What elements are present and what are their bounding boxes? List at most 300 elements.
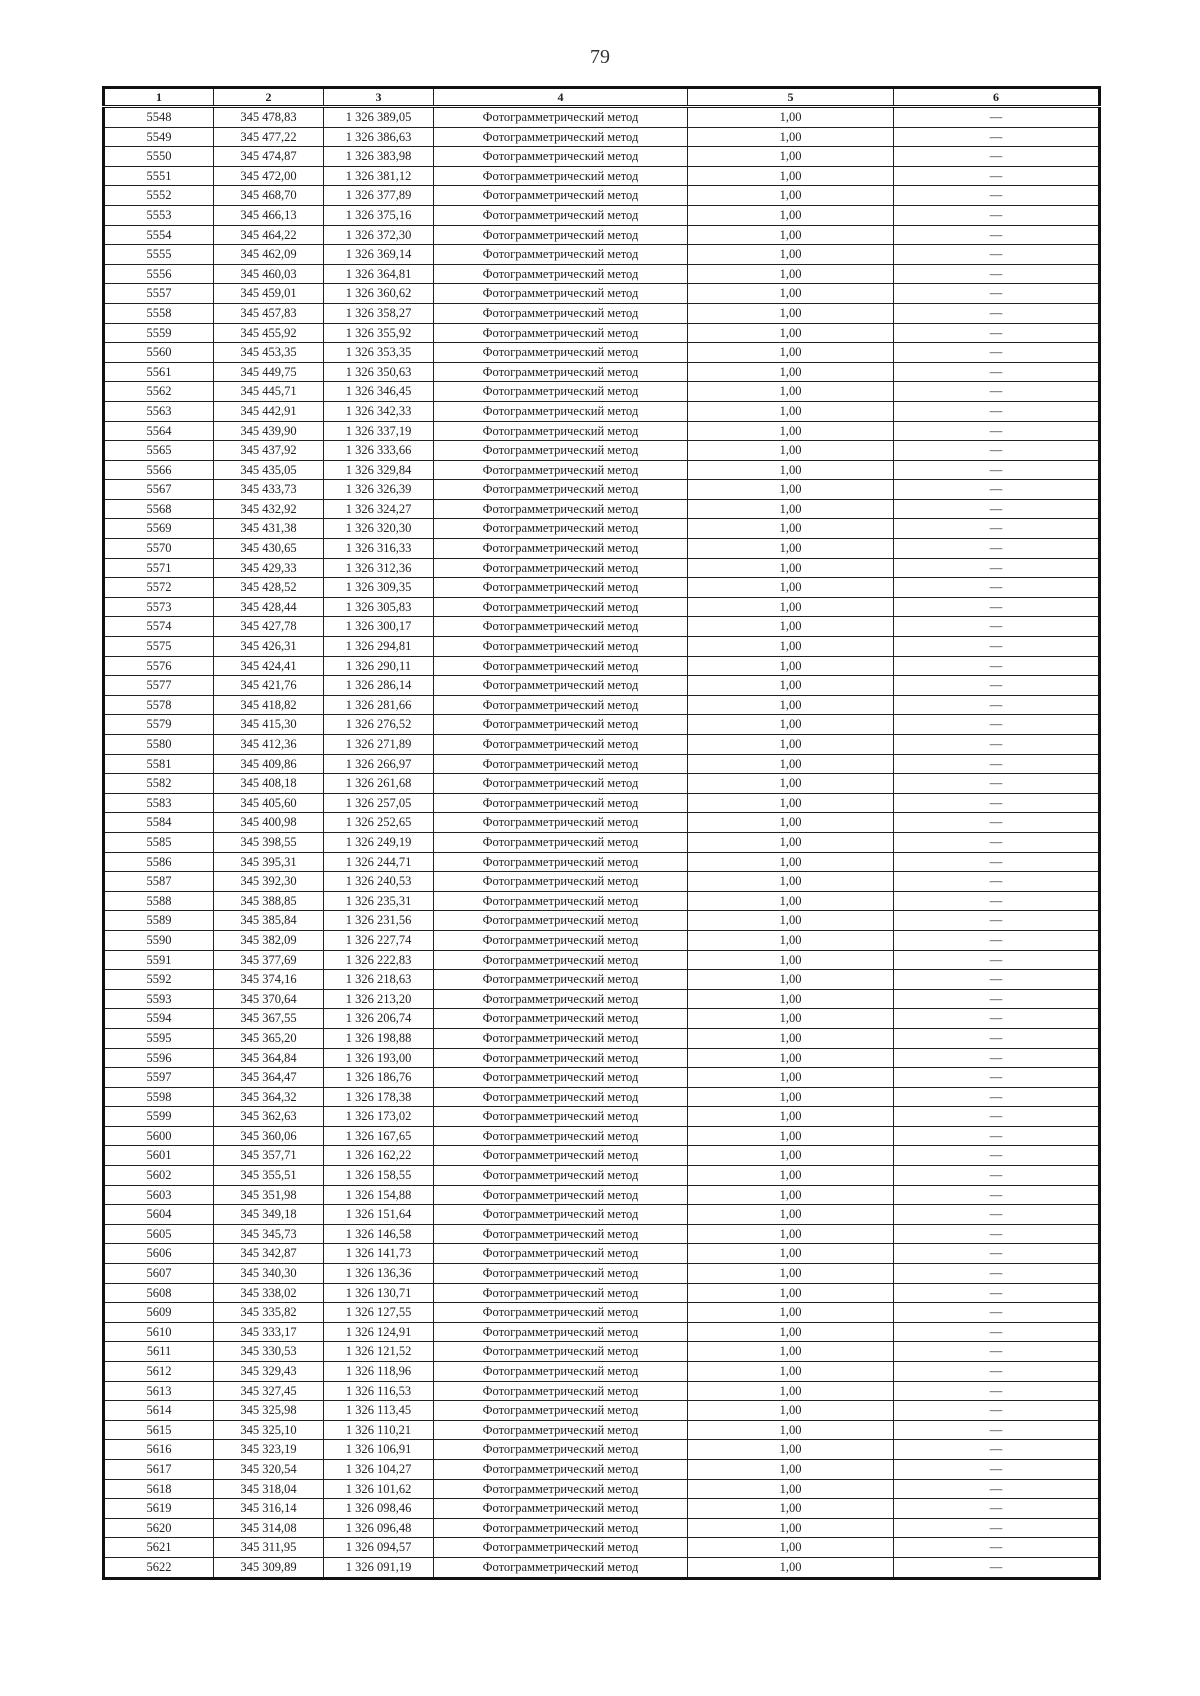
point-number-cell: 5548 <box>104 107 214 128</box>
description-cell: — <box>894 1479 1100 1499</box>
method-cell: Фотограмметрический метод <box>434 264 688 284</box>
table-row <box>104 1264 1100 1284</box>
precision-cell: 1,00 <box>688 1244 894 1264</box>
y-coordinate-cell: 1 326 309,35 <box>324 578 434 598</box>
method-cell: Фотограмметрический метод <box>434 1499 688 1519</box>
description-cell: — <box>894 401 1100 421</box>
x-coordinate-cell: 345 415,30 <box>214 715 324 735</box>
precision-cell: 1,00 <box>688 499 894 519</box>
method-cell: Фотограмметрический метод <box>434 1557 688 1578</box>
description-cell: — <box>894 382 1100 402</box>
point-number-cell: 5583 <box>104 793 214 813</box>
method-cell: Фотограмметрический метод <box>434 1440 688 1460</box>
x-coordinate-cell: 345 392,30 <box>214 872 324 892</box>
table-row <box>104 441 1100 461</box>
description-cell: — <box>894 1048 1100 1068</box>
table-row <box>104 186 1100 206</box>
point-number-cell: 5588 <box>104 891 214 911</box>
y-coordinate-cell: 1 326 091,19 <box>324 1557 434 1578</box>
header-col-6: 6 <box>894 88 1100 107</box>
x-coordinate-cell: 345 362,63 <box>214 1107 324 1127</box>
point-number-cell: 5565 <box>104 441 214 461</box>
point-number-cell: 5552 <box>104 186 214 206</box>
precision-cell: 1,00 <box>688 1518 894 1538</box>
y-coordinate-cell: 1 326 358,27 <box>324 303 434 323</box>
y-coordinate-cell: 1 326 386,63 <box>324 127 434 147</box>
description-cell: — <box>894 735 1100 755</box>
point-number-cell: 5550 <box>104 147 214 167</box>
y-coordinate-cell: 1 326 286,14 <box>324 676 434 696</box>
x-coordinate-cell: 345 330,53 <box>214 1342 324 1362</box>
point-number-cell: 5598 <box>104 1087 214 1107</box>
x-coordinate-cell: 345 400,98 <box>214 813 324 833</box>
table-row <box>104 1224 1100 1244</box>
description-cell: — <box>894 1283 1100 1303</box>
method-cell: Фотограмметрический метод <box>434 1381 688 1401</box>
table-row <box>104 1107 1100 1127</box>
header-col-4: 4 <box>434 88 688 107</box>
table-row <box>104 127 1100 147</box>
table-row <box>104 147 1100 167</box>
header-col-5: 5 <box>688 88 894 107</box>
method-cell: Фотограмметрический метод <box>434 558 688 578</box>
precision-cell: 1,00 <box>688 1420 894 1440</box>
table-row <box>104 1322 1100 1342</box>
y-coordinate-cell: 1 326 110,21 <box>324 1420 434 1440</box>
point-number-cell: 5597 <box>104 1068 214 1088</box>
x-coordinate-cell: 345 355,51 <box>214 1166 324 1186</box>
method-cell: Фотограмметрический метод <box>434 1009 688 1029</box>
point-number-cell: 5575 <box>104 637 214 657</box>
table-row <box>104 872 1100 892</box>
y-coordinate-cell: 1 326 350,63 <box>324 362 434 382</box>
x-coordinate-cell: 345 432,92 <box>214 499 324 519</box>
point-number-cell: 5569 <box>104 519 214 539</box>
table-row <box>104 1244 1100 1264</box>
precision-cell: 1,00 <box>688 1459 894 1479</box>
description-cell: — <box>894 1185 1100 1205</box>
table-row <box>104 264 1100 284</box>
method-cell: Фотограмметрический метод <box>434 852 688 872</box>
y-coordinate-cell: 1 326 375,16 <box>324 205 434 225</box>
table-row <box>104 774 1100 794</box>
y-coordinate-cell: 1 326 377,89 <box>324 186 434 206</box>
description-cell: — <box>894 539 1100 559</box>
method-cell: Фотограмметрический метод <box>434 362 688 382</box>
method-cell: Фотограмметрический метод <box>434 1420 688 1440</box>
point-number-cell: 5619 <box>104 1499 214 1519</box>
method-cell: Фотограмметрический метод <box>434 1205 688 1225</box>
table-row <box>104 735 1100 755</box>
method-cell: Фотограмметрический метод <box>434 1048 688 1068</box>
y-coordinate-cell: 1 326 186,76 <box>324 1068 434 1088</box>
x-coordinate-cell: 345 338,02 <box>214 1283 324 1303</box>
y-coordinate-cell: 1 326 213,20 <box>324 989 434 1009</box>
x-coordinate-cell: 345 320,54 <box>214 1459 324 1479</box>
method-cell: Фотограмметрический метод <box>434 539 688 559</box>
x-coordinate-cell: 345 333,17 <box>214 1322 324 1342</box>
table-row <box>104 911 1100 931</box>
method-cell: Фотограмметрический метод <box>434 343 688 363</box>
description-cell: — <box>894 852 1100 872</box>
precision-cell: 1,00 <box>688 1557 894 1578</box>
table-row <box>104 1126 1100 1146</box>
table-row <box>104 989 1100 1009</box>
x-coordinate-cell: 345 364,47 <box>214 1068 324 1088</box>
y-coordinate-cell: 1 326 098,46 <box>324 1499 434 1519</box>
description-cell: — <box>894 793 1100 813</box>
method-cell: Фотограмметрический метод <box>434 186 688 206</box>
x-coordinate-cell: 345 442,91 <box>214 401 324 421</box>
method-cell: Фотограмметрический метод <box>434 166 688 186</box>
description-cell: — <box>894 499 1100 519</box>
header-row <box>104 88 1100 107</box>
precision-cell: 1,00 <box>688 832 894 852</box>
point-number-cell: 5608 <box>104 1283 214 1303</box>
table-row <box>104 1303 1100 1323</box>
method-cell: Фотограмметрический метод <box>434 578 688 598</box>
y-coordinate-cell: 1 326 372,30 <box>324 225 434 245</box>
point-number-cell: 5599 <box>104 1107 214 1127</box>
table-row <box>104 303 1100 323</box>
description-cell: — <box>894 1381 1100 1401</box>
precision-cell: 1,00 <box>688 401 894 421</box>
description-cell: — <box>894 1087 1100 1107</box>
method-cell: Фотограмметрический метод <box>434 1342 688 1362</box>
method-cell: Фотограмметрический метод <box>434 1068 688 1088</box>
table-row <box>104 460 1100 480</box>
table-row <box>104 1518 1100 1538</box>
point-number-cell: 5562 <box>104 382 214 402</box>
precision-cell: 1,00 <box>688 147 894 167</box>
method-cell: Фотограмметрический метод <box>434 735 688 755</box>
y-coordinate-cell: 1 326 235,31 <box>324 891 434 911</box>
point-number-cell: 5560 <box>104 343 214 363</box>
point-number-cell: 5591 <box>104 950 214 970</box>
point-number-cell: 5577 <box>104 676 214 696</box>
y-coordinate-cell: 1 326 136,36 <box>324 1264 434 1284</box>
coordinates-table <box>102 86 1101 1580</box>
point-number-cell: 5566 <box>104 460 214 480</box>
point-number-cell: 5571 <box>104 558 214 578</box>
table-row <box>104 813 1100 833</box>
table-row <box>104 950 1100 970</box>
description-cell: — <box>894 578 1100 598</box>
x-coordinate-cell: 345 318,04 <box>214 1479 324 1499</box>
description-cell: — <box>894 264 1100 284</box>
x-coordinate-cell: 345 327,45 <box>214 1381 324 1401</box>
point-number-cell: 5582 <box>104 774 214 794</box>
precision-cell: 1,00 <box>688 186 894 206</box>
description-cell: — <box>894 637 1100 657</box>
precision-cell: 1,00 <box>688 1087 894 1107</box>
point-number-cell: 5589 <box>104 911 214 931</box>
x-coordinate-cell: 345 377,69 <box>214 950 324 970</box>
x-coordinate-cell: 345 430,65 <box>214 539 324 559</box>
x-coordinate-cell: 345 429,33 <box>214 558 324 578</box>
method-cell: Фотограмметрический метод <box>434 441 688 461</box>
description-cell: — <box>894 1303 1100 1323</box>
table-row <box>104 1538 1100 1558</box>
y-coordinate-cell: 1 326 127,55 <box>324 1303 434 1323</box>
y-coordinate-cell: 1 326 113,45 <box>324 1401 434 1421</box>
table-row <box>104 343 1100 363</box>
table-row <box>104 578 1100 598</box>
table-row <box>104 107 1100 128</box>
y-coordinate-cell: 1 326 158,55 <box>324 1166 434 1186</box>
table-row <box>104 832 1100 852</box>
y-coordinate-cell: 1 326 369,14 <box>324 245 434 265</box>
method-cell: Фотограмметрический метод <box>434 499 688 519</box>
method-cell: Фотограмметрический метод <box>434 617 688 637</box>
precision-cell: 1,00 <box>688 695 894 715</box>
description-cell: — <box>894 754 1100 774</box>
table-body <box>104 107 1100 1579</box>
precision-cell: 1,00 <box>688 989 894 1009</box>
header-col-2: 2 <box>214 88 324 107</box>
y-coordinate-cell: 1 326 290,11 <box>324 656 434 676</box>
method-cell: Фотограмметрический метод <box>434 147 688 167</box>
header-col-1: 1 <box>104 88 214 107</box>
precision-cell: 1,00 <box>688 1185 894 1205</box>
method-cell: Фотограмметрический метод <box>434 1224 688 1244</box>
method-cell: Фотограмметрический метод <box>434 656 688 676</box>
point-number-cell: 5559 <box>104 323 214 343</box>
x-coordinate-cell: 345 462,09 <box>214 245 324 265</box>
description-cell: — <box>894 813 1100 833</box>
x-coordinate-cell: 345 472,00 <box>214 166 324 186</box>
description-cell: — <box>894 774 1100 794</box>
point-number-cell: 5553 <box>104 205 214 225</box>
precision-cell: 1,00 <box>688 1107 894 1127</box>
precision-cell: 1,00 <box>688 578 894 598</box>
point-number-cell: 5579 <box>104 715 214 735</box>
y-coordinate-cell: 1 326 240,53 <box>324 872 434 892</box>
precision-cell: 1,00 <box>688 1401 894 1421</box>
method-cell: Фотограмметрический метод <box>434 950 688 970</box>
y-coordinate-cell: 1 326 231,56 <box>324 911 434 931</box>
precision-cell: 1,00 <box>688 970 894 990</box>
table-row <box>104 637 1100 657</box>
description-cell: — <box>894 1205 1100 1225</box>
x-coordinate-cell: 345 433,73 <box>214 480 324 500</box>
y-coordinate-cell: 1 326 249,19 <box>324 832 434 852</box>
description-cell: — <box>894 519 1100 539</box>
x-coordinate-cell: 345 309,89 <box>214 1557 324 1578</box>
method-cell: Фотограмметрический метод <box>434 1107 688 1127</box>
x-coordinate-cell: 345 437,92 <box>214 441 324 461</box>
y-coordinate-cell: 1 326 118,96 <box>324 1362 434 1382</box>
precision-cell: 1,00 <box>688 245 894 265</box>
x-coordinate-cell: 345 464,22 <box>214 225 324 245</box>
method-cell: Фотограмметрический метод <box>434 891 688 911</box>
method-cell: Фотограмметрический метод <box>434 1538 688 1558</box>
point-number-cell: 5568 <box>104 499 214 519</box>
precision-cell: 1,00 <box>688 382 894 402</box>
method-cell: Фотограмметрический метод <box>434 1322 688 1342</box>
description-cell: — <box>894 421 1100 441</box>
point-number-cell: 5612 <box>104 1362 214 1382</box>
y-coordinate-cell: 1 326 106,91 <box>324 1440 434 1460</box>
method-cell: Фотограмметрический метод <box>434 460 688 480</box>
point-number-cell: 5554 <box>104 225 214 245</box>
x-coordinate-cell: 345 421,76 <box>214 676 324 696</box>
table-row <box>104 1499 1100 1519</box>
point-number-cell: 5621 <box>104 1538 214 1558</box>
point-number-cell: 5602 <box>104 1166 214 1186</box>
point-number-cell: 5617 <box>104 1459 214 1479</box>
precision-cell: 1,00 <box>688 1166 894 1186</box>
precision-cell: 1,00 <box>688 891 894 911</box>
precision-cell: 1,00 <box>688 205 894 225</box>
description-cell: — <box>894 1068 1100 1088</box>
point-number-cell: 5596 <box>104 1048 214 1068</box>
y-coordinate-cell: 1 326 353,35 <box>324 343 434 363</box>
method-cell: Фотограмметрический метод <box>434 1126 688 1146</box>
table-row <box>104 205 1100 225</box>
x-coordinate-cell: 345 468,70 <box>214 186 324 206</box>
description-cell: — <box>894 930 1100 950</box>
table-row <box>104 323 1100 343</box>
x-coordinate-cell: 345 345,73 <box>214 1224 324 1244</box>
x-coordinate-cell: 345 364,84 <box>214 1048 324 1068</box>
y-coordinate-cell: 1 326 294,81 <box>324 637 434 657</box>
x-coordinate-cell: 345 478,83 <box>214 107 324 128</box>
table-row <box>104 519 1100 539</box>
y-coordinate-cell: 1 326 146,58 <box>324 1224 434 1244</box>
description-cell: — <box>894 891 1100 911</box>
y-coordinate-cell: 1 326 320,30 <box>324 519 434 539</box>
point-number-cell: 5611 <box>104 1342 214 1362</box>
method-cell: Фотограмметрический метод <box>434 1459 688 1479</box>
table-row <box>104 1166 1100 1186</box>
x-coordinate-cell: 345 388,85 <box>214 891 324 911</box>
table-row <box>104 382 1100 402</box>
x-coordinate-cell: 345 477,22 <box>214 127 324 147</box>
description-cell: — <box>894 245 1100 265</box>
y-coordinate-cell: 1 326 281,66 <box>324 695 434 715</box>
y-coordinate-cell: 1 326 206,74 <box>324 1009 434 1029</box>
y-coordinate-cell: 1 326 276,52 <box>324 715 434 735</box>
table-row <box>104 1381 1100 1401</box>
description-cell: — <box>894 617 1100 637</box>
y-coordinate-cell: 1 326 271,89 <box>324 735 434 755</box>
precision-cell: 1,00 <box>688 852 894 872</box>
precision-cell: 1,00 <box>688 1479 894 1499</box>
x-coordinate-cell: 345 329,43 <box>214 1362 324 1382</box>
method-cell: Фотограмметрический метод <box>434 774 688 794</box>
y-coordinate-cell: 1 326 300,17 <box>324 617 434 637</box>
x-coordinate-cell: 345 449,75 <box>214 362 324 382</box>
precision-cell: 1,00 <box>688 166 894 186</box>
precision-cell: 1,00 <box>688 284 894 304</box>
description-cell: — <box>894 872 1100 892</box>
precision-cell: 1,00 <box>688 1440 894 1460</box>
point-number-cell: 5549 <box>104 127 214 147</box>
table-row <box>104 558 1100 578</box>
table-row <box>104 852 1100 872</box>
description-cell: — <box>894 1401 1100 1421</box>
x-coordinate-cell: 345 457,83 <box>214 303 324 323</box>
point-number-cell: 5576 <box>104 656 214 676</box>
table-row <box>104 1420 1100 1440</box>
description-cell: — <box>894 597 1100 617</box>
precision-cell: 1,00 <box>688 637 894 657</box>
point-number-cell: 5593 <box>104 989 214 1009</box>
x-coordinate-cell: 345 367,55 <box>214 1009 324 1029</box>
point-number-cell: 5581 <box>104 754 214 774</box>
table-row <box>104 480 1100 500</box>
method-cell: Фотограмметрический метод <box>434 1244 688 1264</box>
method-cell: Фотограмметрический метод <box>434 382 688 402</box>
method-cell: Фотограмметрический метод <box>434 205 688 225</box>
description-cell: — <box>894 695 1100 715</box>
table-row <box>104 1342 1100 1362</box>
table-row <box>104 1068 1100 1088</box>
precision-cell: 1,00 <box>688 656 894 676</box>
precision-cell: 1,00 <box>688 1146 894 1166</box>
method-cell: Фотограмметрический метод <box>434 1028 688 1048</box>
description-cell: — <box>894 205 1100 225</box>
precision-cell: 1,00 <box>688 1322 894 1342</box>
y-coordinate-cell: 1 326 124,91 <box>324 1322 434 1342</box>
y-coordinate-cell: 1 326 342,33 <box>324 401 434 421</box>
x-coordinate-cell: 345 439,90 <box>214 421 324 441</box>
x-coordinate-cell: 345 314,08 <box>214 1518 324 1538</box>
table-row <box>104 1205 1100 1225</box>
description-cell: — <box>894 1420 1100 1440</box>
x-coordinate-cell: 345 357,71 <box>214 1146 324 1166</box>
description-cell: — <box>894 1244 1100 1264</box>
precision-cell: 1,00 <box>688 754 894 774</box>
method-cell: Фотограмметрический метод <box>434 225 688 245</box>
x-coordinate-cell: 345 395,31 <box>214 852 324 872</box>
precision-cell: 1,00 <box>688 421 894 441</box>
description-cell: — <box>894 1009 1100 1029</box>
y-coordinate-cell: 1 326 227,74 <box>324 930 434 950</box>
y-coordinate-cell: 1 326 167,65 <box>324 1126 434 1146</box>
point-number-cell: 5587 <box>104 872 214 892</box>
precision-cell: 1,00 <box>688 1264 894 1284</box>
x-coordinate-cell: 345 428,44 <box>214 597 324 617</box>
y-coordinate-cell: 1 326 218,63 <box>324 970 434 990</box>
description-cell: — <box>894 1107 1100 1127</box>
point-number-cell: 5580 <box>104 735 214 755</box>
method-cell: Фотограмметрический метод <box>434 754 688 774</box>
point-number-cell: 5613 <box>104 1381 214 1401</box>
precision-cell: 1,00 <box>688 1283 894 1303</box>
point-number-cell: 5567 <box>104 480 214 500</box>
precision-cell: 1,00 <box>688 519 894 539</box>
description-cell: — <box>894 1224 1100 1244</box>
x-coordinate-cell: 345 340,30 <box>214 1264 324 1284</box>
description-cell: — <box>894 1028 1100 1048</box>
point-number-cell: 5594 <box>104 1009 214 1029</box>
method-cell: Фотограмметрический метод <box>434 1264 688 1284</box>
x-coordinate-cell: 345 382,09 <box>214 930 324 950</box>
method-cell: Фотограмметрический метод <box>434 637 688 657</box>
point-number-cell: 5606 <box>104 1244 214 1264</box>
point-number-cell: 5572 <box>104 578 214 598</box>
x-coordinate-cell: 345 360,06 <box>214 1126 324 1146</box>
method-cell: Фотограмметрический метод <box>434 1401 688 1421</box>
method-cell: Фотограмметрический метод <box>434 989 688 1009</box>
method-cell: Фотограмметрический метод <box>434 872 688 892</box>
point-number-cell: 5574 <box>104 617 214 637</box>
method-cell: Фотограмметрический метод <box>434 107 688 128</box>
method-cell: Фотограмметрический метод <box>434 676 688 696</box>
table-row <box>104 499 1100 519</box>
